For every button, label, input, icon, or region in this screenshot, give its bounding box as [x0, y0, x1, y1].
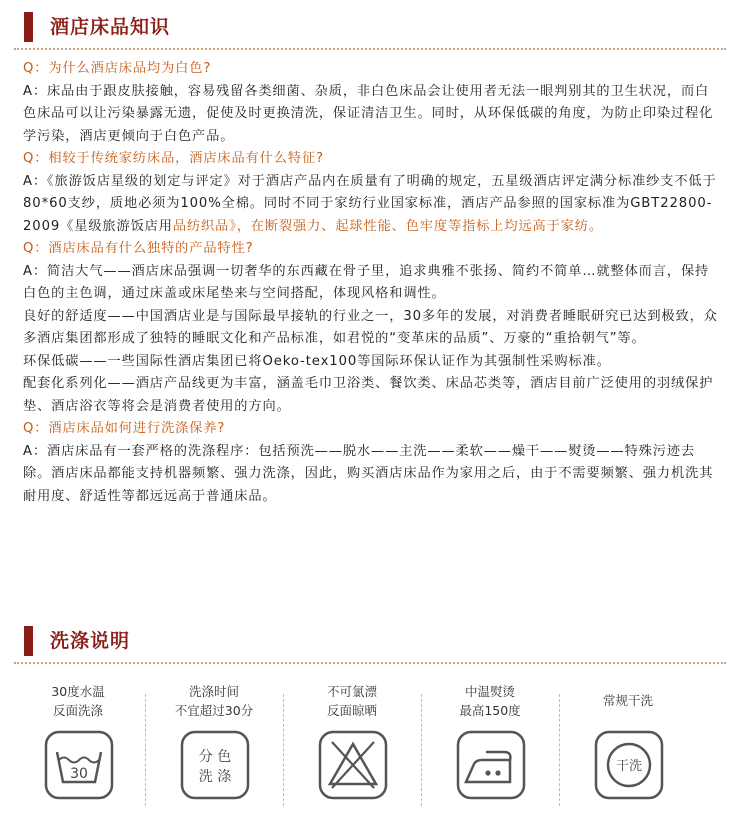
- care-label: 中温熨烫: [464, 684, 515, 699]
- answer: A：床品由于跟皮肤接触，容易残留各类细菌、杂质，非白色床品会让使用者无法一眼判别其的卫生状况，而白色床品可以让污染暴露无遗，促使及时更换清洗，保证清洁卫生。同时，从环保低碳的角度，为防止印染过程化学污染，酒店更倾向于白色产品。: [23, 83, 714, 144]
- dotted-divider: [14, 48, 726, 50]
- answer: A：酒店床品有一套严格的洗涤程序：包括预洗——脱水——主洗——柔软——燥干——熨烫——特殊污迹去除。酒店床品都能支持机器频繁、强力洗涤，因此，购买酒店床品作为家用之后，由于不需要频繁、强力机洗其耐用度、舒适性等都远远高于普通床品。: [23, 443, 714, 504]
- question: Q：相较于传统家纺床品，酒店床品有什么特征?: [23, 151, 324, 166]
- divider: [283, 694, 284, 806]
- answer-paragraph: 配套化系列化——酒店产品线更为丰富，涵盖毛巾卫浴类、餐饮类、床品芯类等，酒店目前广泛使用的羽绒保护垫、酒店浴衣等将会是消费者使用的方向。: [23, 376, 714, 414]
- divider: [559, 694, 560, 806]
- separate-colors-icon: [180, 730, 250, 800]
- care-item: [287, 678, 417, 818]
- answer: A：简洁大气——酒店床品强调一切奢华的东西藏在骨子里，追求典雅不张扬、简约不简单…就整体而言，保持白色的主色调，通过床盖或床尾垫来与空间搭配，体现风格和调性。: [23, 263, 710, 301]
- care-label: 反面洗涤: [52, 703, 103, 718]
- care-label: 反面晾晒: [326, 703, 377, 718]
- icon-text: 干洗: [615, 759, 643, 774]
- answer-text: A：《旅游饭店星级的划定与评定》对于酒店产品内在质量有了明确的规定，五星级酒店评定满分标准纱支不低于80*60支纱，质地必须为100%全棉。同时不同于家纺行业国家标准，酒店产品参照的国家标准为GBT22800-2009《星级旅游饭店用: [23, 173, 717, 234]
- wash-tub-icon: [44, 730, 114, 800]
- section-title: 洗涤说明: [50, 630, 131, 652]
- care-item: [563, 678, 693, 818]
- divider: [145, 694, 146, 806]
- question: Q：酒店床品有什么独特的产品特性?: [23, 241, 254, 256]
- answer: [23, 171, 723, 239]
- care-item: [13, 678, 143, 818]
- iron-medium-icon: [456, 730, 526, 800]
- divider: [421, 694, 422, 806]
- answer-paragraph: 良好的舒适度——中国酒店业是与国际最早接轨的行业之一，30多年的发展，对消费者睡眠研究已达到极致，众多酒店集团都形成了独特的睡眠文化和产品标准，如君悦的“变革床的品质”、万豪的“重拾朝气”等。: [23, 308, 718, 346]
- question: Q：为什么酒店床品均为白色?: [23, 61, 212, 76]
- care-label: 常规干洗: [602, 693, 653, 708]
- icon-text: 分 色: [198, 749, 232, 765]
- care-label: 最高150度: [459, 703, 521, 718]
- icon-text: 洗 涤: [198, 769, 232, 785]
- care-label: 30度水温: [51, 684, 105, 699]
- section-marker: [24, 12, 33, 42]
- qa-block: [23, 58, 723, 508]
- care-item: [149, 678, 279, 818]
- care-item: [425, 678, 555, 818]
- care-instructions: [0, 678, 740, 818]
- care-label: 洗涤时间: [188, 684, 239, 699]
- no-bleach-icon: [318, 730, 388, 800]
- icon-text: 30: [70, 766, 88, 782]
- section-header-knowledge: [14, 6, 726, 42]
- dry-clean-icon: [594, 730, 664, 800]
- section-marker: [24, 626, 33, 656]
- answer-highlight: 品纺织品》，在断裂强力、起球性能、色牢度等指标上均远高于家纺。: [172, 218, 603, 234]
- question: Q：酒店床品如何进行洗涤保养?: [23, 421, 226, 436]
- care-label: 不宜超过30分: [174, 703, 254, 718]
- section-header-washing: [14, 620, 726, 656]
- care-label: 不可氯漂: [326, 684, 377, 699]
- dotted-divider: [14, 662, 726, 664]
- answer-paragraph: 环保低碳——一些国际性酒店集团已将Oeko-tex100等国际环保认证作为其强制性采购标准。: [23, 353, 611, 369]
- section-title: 酒店床品知识: [50, 16, 171, 38]
